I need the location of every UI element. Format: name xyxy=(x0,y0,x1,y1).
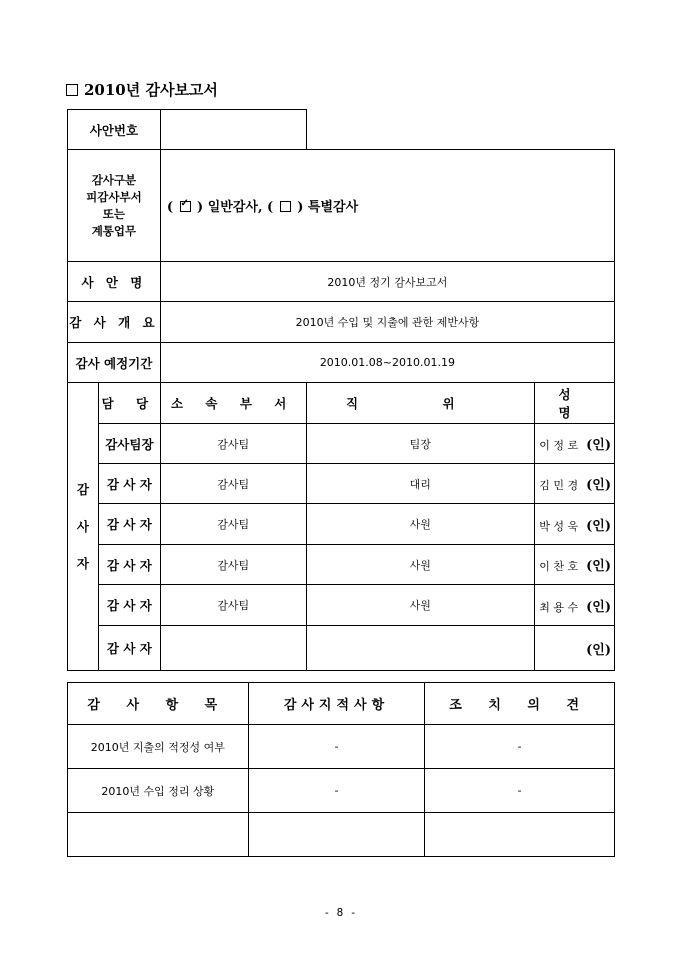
staff-position: 사원 xyxy=(306,504,535,545)
role-header: 담 당 xyxy=(98,383,160,424)
seal-mark: (인) xyxy=(586,438,611,453)
seal-mark: (인) xyxy=(586,642,611,658)
auditor-side-label xyxy=(68,383,99,671)
blank-cell xyxy=(306,110,615,150)
audit-info-table xyxy=(67,109,615,671)
page-number: - 8 - xyxy=(323,906,357,919)
finding-header: 감사지적사항 xyxy=(248,683,425,725)
audit-finding xyxy=(248,813,425,857)
staff-row xyxy=(68,464,615,504)
staff-row xyxy=(68,545,615,585)
staff-name: 박 성 욱 xyxy=(539,519,579,533)
staff-dept: 감사팀 xyxy=(160,504,306,545)
seal-mark: (인) xyxy=(586,599,611,615)
staff-role: 감 사 자 xyxy=(98,545,160,585)
staff-position: 사원 xyxy=(306,585,535,626)
staff-name-cell xyxy=(535,504,615,545)
seal-mark: (인) xyxy=(586,518,611,534)
subject-label: 사 안 명 xyxy=(68,262,161,302)
staff-dept xyxy=(160,626,306,671)
audit-action xyxy=(425,813,615,857)
audit-action: - xyxy=(425,769,615,813)
title-text: 2010년 감사보고서 xyxy=(84,81,218,99)
staff-name-cell xyxy=(535,585,615,626)
staff-dept: 감사팀 xyxy=(160,545,306,585)
audit-item-row xyxy=(68,725,615,769)
audit-item xyxy=(68,813,249,857)
staff-name: 최 용 수 xyxy=(539,600,579,614)
staff-row xyxy=(68,504,615,545)
dept-header: 소 속 부 서 xyxy=(160,383,306,424)
period-label: 감사 예정기간 xyxy=(68,343,161,383)
side-char: 자 xyxy=(76,556,89,571)
staff-name: 이 정 로 xyxy=(539,439,579,452)
staff-position: 대리 xyxy=(306,464,535,504)
seal-mark: (인) xyxy=(586,478,611,493)
case-number-value xyxy=(160,110,306,150)
side-char: 사 xyxy=(76,519,89,534)
staff-row xyxy=(68,585,615,626)
overview-value: 2010년 수입 및 지출에 관한 제반사항 xyxy=(160,302,614,343)
audit-item: 2010년 수입 정리 상황 xyxy=(68,769,249,813)
staff-role: 감 사 자 xyxy=(98,504,160,545)
audit-item-row xyxy=(68,769,615,813)
special-audit-checkbox[interactable] xyxy=(280,201,291,212)
staff-dept: 감사팀 xyxy=(160,464,306,504)
action-header: 조 치 의 견 xyxy=(425,683,615,725)
staff-position: 팀장 xyxy=(306,424,535,464)
staff-name-cell xyxy=(535,464,615,504)
staff-name: 김 민 경 xyxy=(539,479,579,492)
seal-mark: (인) xyxy=(586,559,611,574)
staff-role: 감 사 자 xyxy=(98,626,160,671)
staff-position xyxy=(306,626,535,671)
audit-finding: - xyxy=(248,769,425,813)
staff-role: 감사팀장 xyxy=(98,424,160,464)
document-title xyxy=(66,79,218,100)
staff-role: 감 사 자 xyxy=(98,585,160,626)
overview-label: 감 사 개 요 xyxy=(68,302,161,343)
audit-action: - xyxy=(425,725,615,769)
side-char: 감 xyxy=(76,482,89,497)
staff-row xyxy=(68,424,615,464)
category-label: 감사구분 피감사부서 또는 계통업무 xyxy=(68,150,161,262)
staff-name-cell xyxy=(535,424,615,464)
name-header: 성 명 xyxy=(535,383,615,424)
staff-position: 사원 xyxy=(306,545,535,585)
audit-category: ( ✓ ) 일반감사, ( ) 특별감사 xyxy=(160,150,614,262)
position-header: 직 위 xyxy=(306,383,535,424)
special-audit-label: 특별감사 xyxy=(307,200,359,215)
checkbox-bullet-icon xyxy=(66,84,78,96)
period-value: 2010.01.08~2010.01.19 xyxy=(160,343,614,383)
subject-value: 2010년 정기 감사보고서 xyxy=(160,262,614,302)
audit-item-row xyxy=(68,813,615,857)
staff-name-cell xyxy=(535,626,615,671)
audit-items-table xyxy=(67,682,615,857)
case-number-label: 사안번호 xyxy=(68,110,161,150)
general-audit-label: 일반감사 xyxy=(207,200,258,215)
audit-finding: - xyxy=(248,725,425,769)
staff-row xyxy=(68,626,615,671)
staff-role: 감 사 자 xyxy=(98,464,160,504)
staff-dept: 감사팀 xyxy=(160,585,306,626)
general-audit-checkbox[interactable] xyxy=(180,201,191,212)
item-header: 감 사 항 목 xyxy=(68,683,249,725)
staff-name-cell xyxy=(535,545,615,585)
staff-dept: 감사팀 xyxy=(160,424,306,464)
audit-item: 2010년 지출의 적정성 여부 xyxy=(68,725,249,769)
staff-name: 이 찬 호 xyxy=(539,560,579,573)
